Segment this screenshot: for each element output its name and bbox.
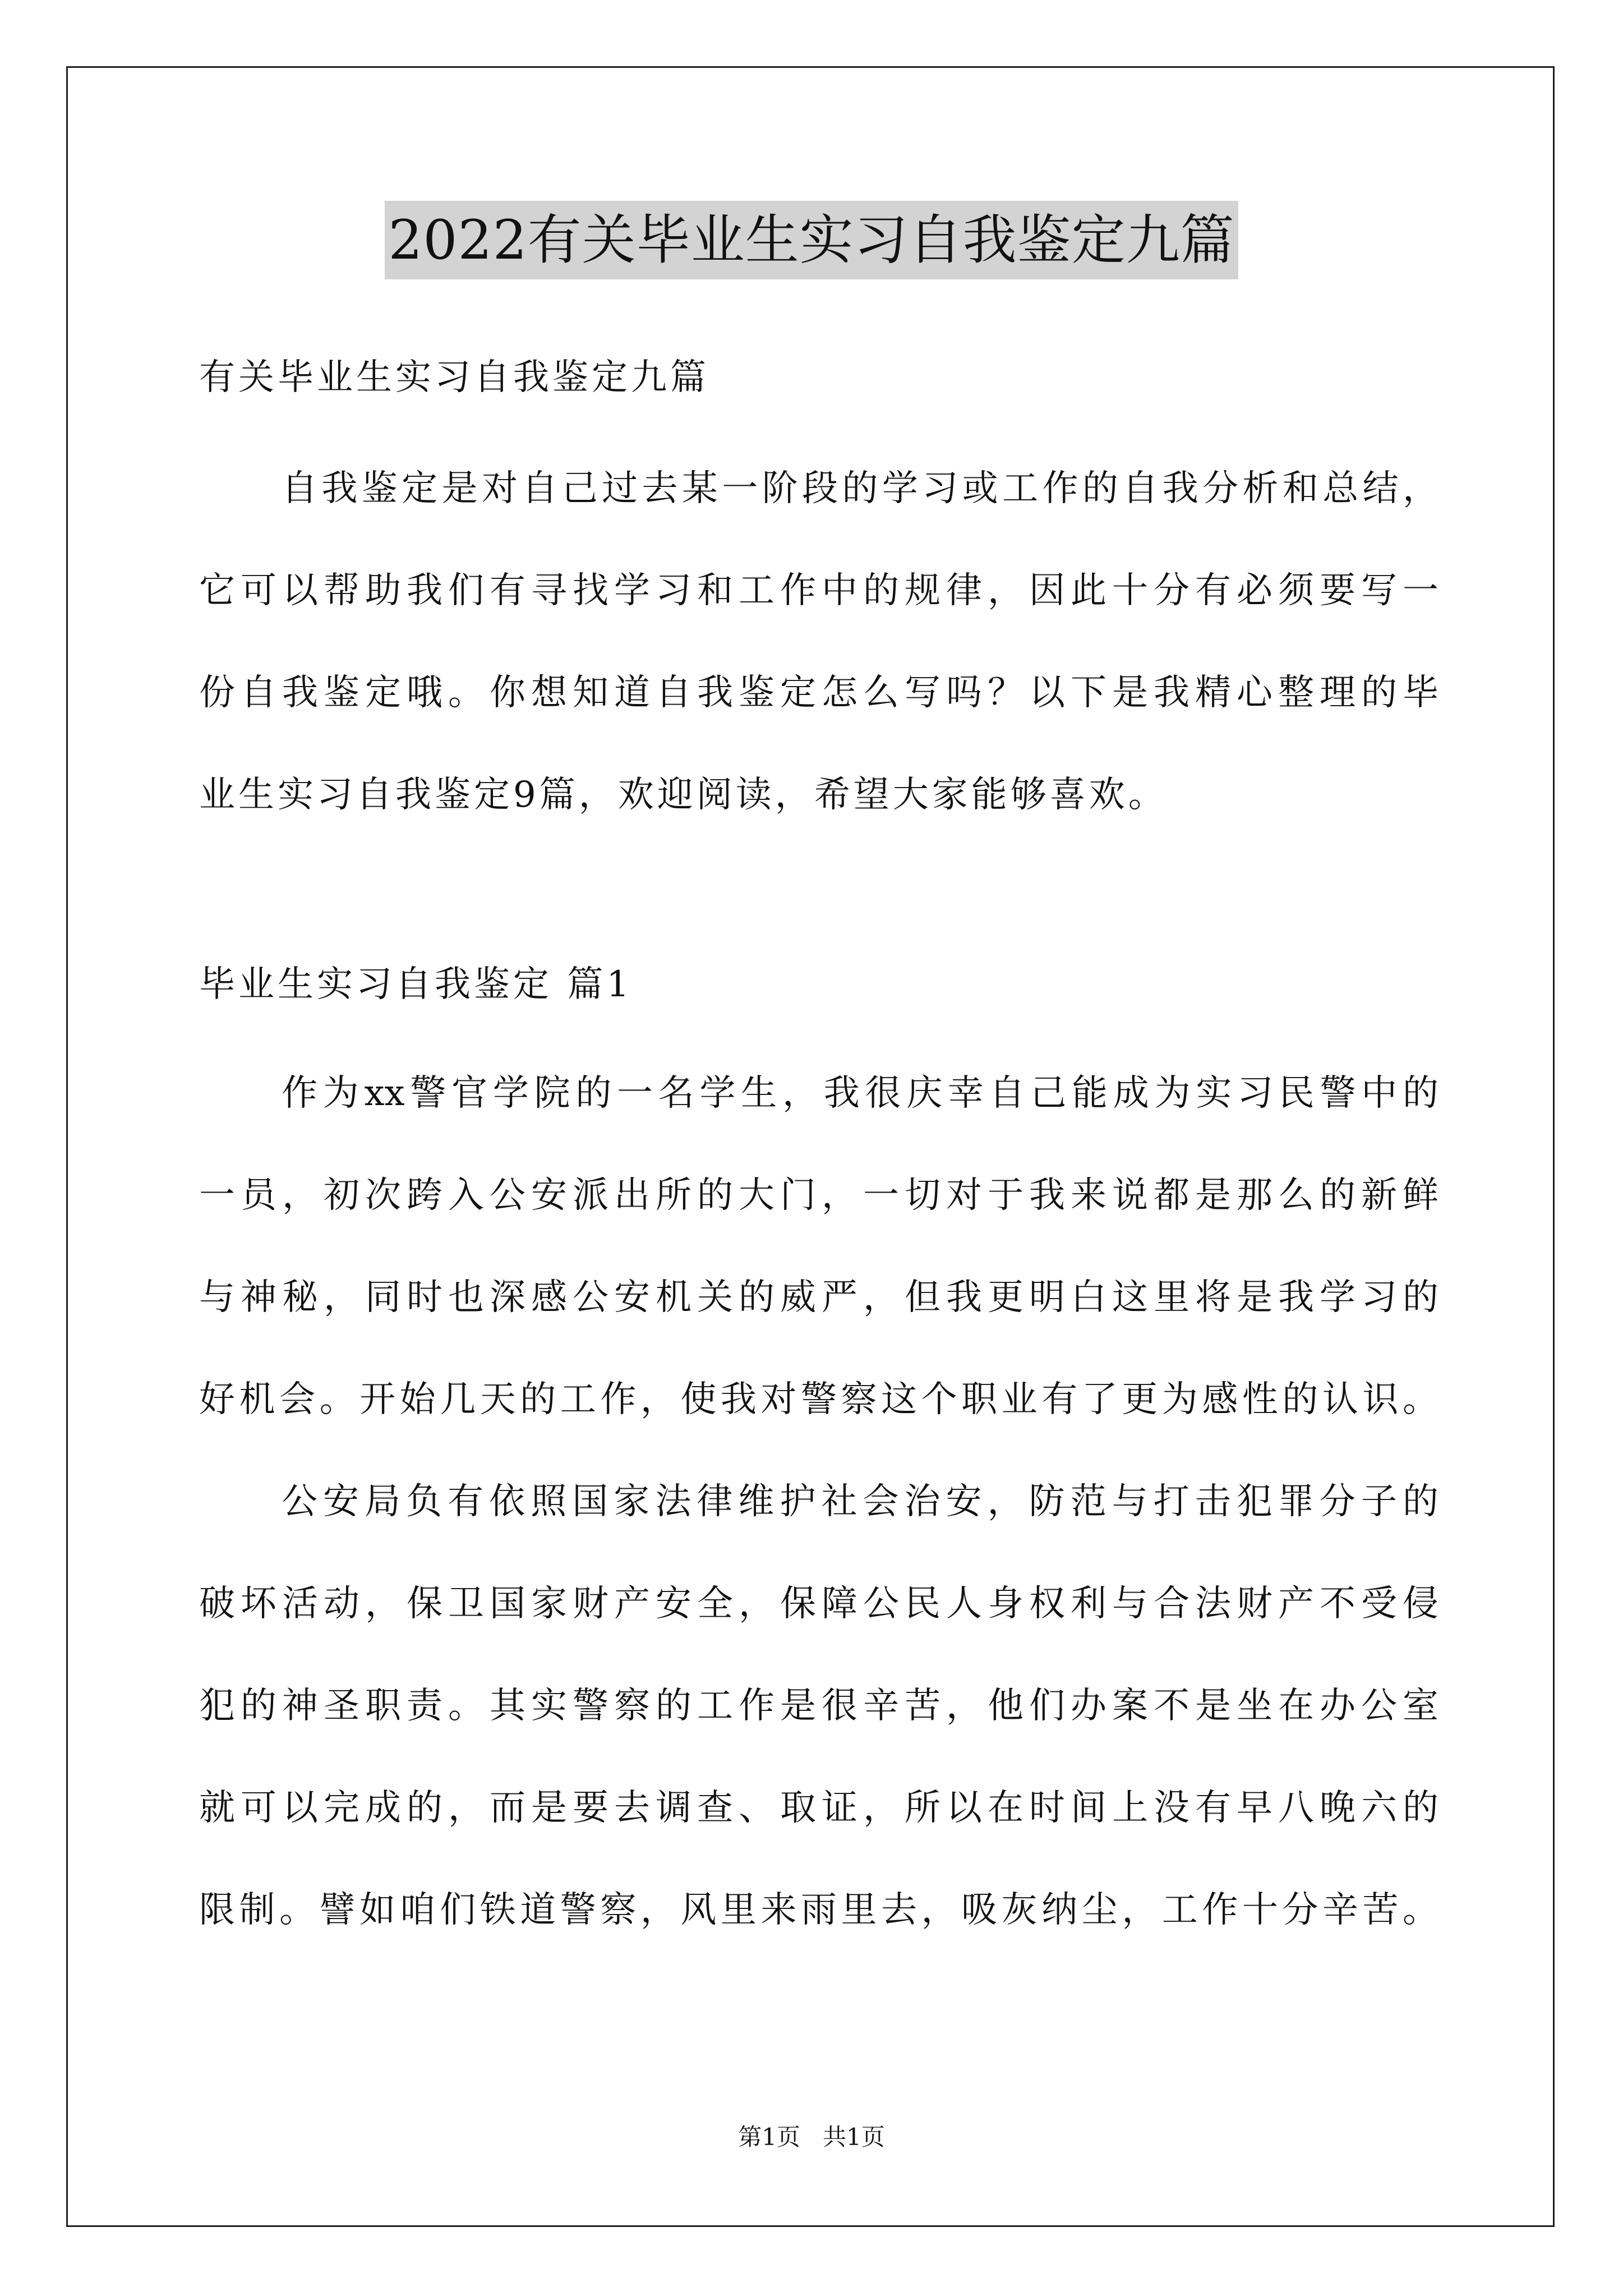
paragraph-line: 与神秘，同时也深感公安机关的威严，但我更明白这里将是我学习的	[199, 1277, 1438, 1318]
intro-line: 业生实习自我鉴定9篇，欢迎阅读，希望大家能够喜欢。	[199, 774, 1168, 816]
document-title: 2022有关毕业生实习自我鉴定九篇	[385, 201, 1238, 279]
paragraph-line: 犯的神圣职责。其实警察的工作是很辛苦，他们办案不是坐在办公室	[199, 1685, 1438, 1727]
title-container	[0, 201, 1623, 279]
paragraph-line: 好机会。开始几天的工作，使我对警察这个职业有了更为感性的认识。	[199, 1379, 1438, 1420]
intro-line: 份自我鉴定哦。你想知道自我鉴定怎么写吗？以下是我精心整理的毕	[199, 672, 1438, 714]
paragraph-line: 限制。譬如咱们铁道警察，风里来雨里去，吸灰纳尘，工作十分辛苦。	[199, 1889, 1438, 1931]
paragraph-line: 就可以完成的，而是要去调查、取证，所以在时间上没有早八晚六的	[199, 1787, 1438, 1829]
intro-line: 自我鉴定是对自己过去某一阶段的学习或工作的自我分析和总结，	[282, 468, 1438, 509]
paragraph-line: 公安局负有依照国家法律维护社会治安，防范与打击犯罪分子的	[282, 1481, 1438, 1522]
intro-line: 它可以帮助我们有寻找学习和工作中的规律，因此十分有必须要写一	[199, 570, 1438, 611]
document-subtitle: 有关毕业生实习自我鉴定九篇	[199, 357, 709, 398]
paragraph-line: 破坏活动，保卫国家财产安全，保障公民人身权利与合法财产不受侵	[199, 1583, 1438, 1625]
paragraph-line: 一员，初次跨入公安派出所的大门，一切对于我来说都是那么的新鲜	[199, 1175, 1438, 1216]
page-footer: 第1页 共1页	[738, 2123, 885, 2151]
paragraph-line: 作为xx警官学院的一名学生，我很庆幸自己能成为实习民警中的	[282, 1073, 1438, 1114]
section-heading: 毕业生实习自我鉴定 篇1	[199, 964, 633, 1005]
